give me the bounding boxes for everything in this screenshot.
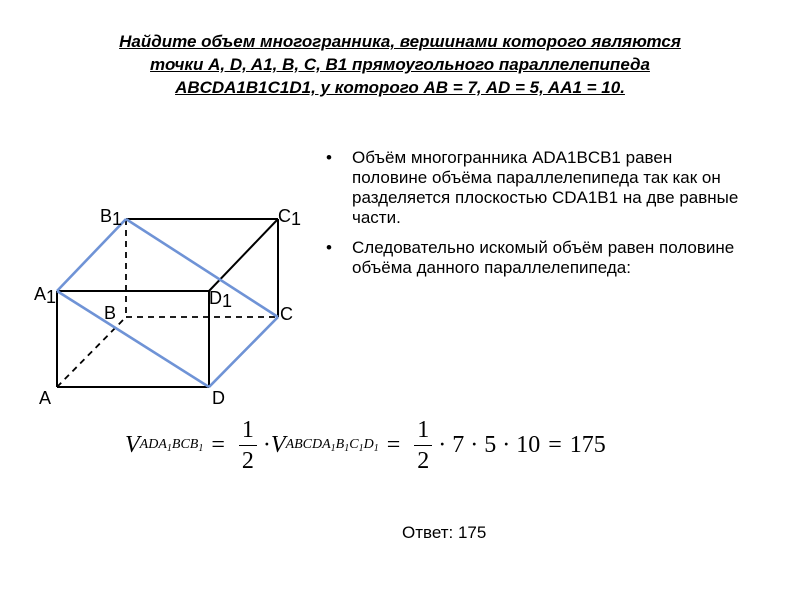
answer-text: Ответ: 175 — [402, 523, 487, 542]
formula-equals-2: = — [386, 431, 401, 458]
formula-rhs-subscript: $ABCDA_1B_1C_1D_1$ — [285, 436, 379, 454]
section-b1-c — [126, 219, 278, 317]
explanation-list — [322, 148, 752, 288]
title-line-1: Найдите объем многогранника, вершинами которого являются — [119, 32, 681, 51]
formula-equals-3: = — [548, 431, 562, 458]
formula-lhs-var: V — [125, 431, 140, 458]
formula-dot-2: · — [438, 431, 447, 458]
formula-dot-1: · — [262, 431, 271, 458]
label-c1: C1 — [278, 206, 302, 229]
explanation-item-1: • Объём многогранника ADA1BCB1 равен половине объёма параллелепипеда так как он разделяется плоскостью CDA1B1 на две равные части. — [322, 148, 752, 228]
label-a: A — [39, 388, 52, 408]
formula-rhs-var: V — [270, 431, 286, 458]
section-d-a1 — [57, 291, 209, 387]
label-d1: D1 — [209, 288, 233, 311]
section-c-d — [209, 317, 278, 387]
title-line-2: точки A, D, A1, B, C, B1 прямоугольного параллелепипеда — [150, 55, 650, 74]
formula-half-2: $\frac{1}{2}$ — [414, 418, 432, 473]
label-c: C — [280, 304, 293, 324]
label-d: D — [212, 388, 225, 408]
section-a1-b1 — [57, 219, 126, 291]
label-b1: B1 — [100, 206, 123, 229]
formula-lhs-subscript: $ADA_1BCB_1$ — [139, 436, 204, 454]
explanation-item-2: • Следовательно искомый объём равен половине объёма данного параллелепипеда: — [322, 238, 752, 278]
formula-equals-1: = — [211, 431, 225, 458]
label-b: B — [104, 303, 117, 323]
formula-half-1: $\frac{1}{2}$ — [239, 418, 257, 473]
formula-result: 175 — [569, 431, 606, 458]
label-a1: A1 — [34, 284, 57, 307]
formula-product: 7 · 5 · 10 — [452, 431, 541, 458]
volume-formula — [125, 414, 606, 476]
title-line-3: ABCDA1B1C1D1, у которого AB = 7, AD = 5, AA1 = 10. — [175, 78, 625, 97]
